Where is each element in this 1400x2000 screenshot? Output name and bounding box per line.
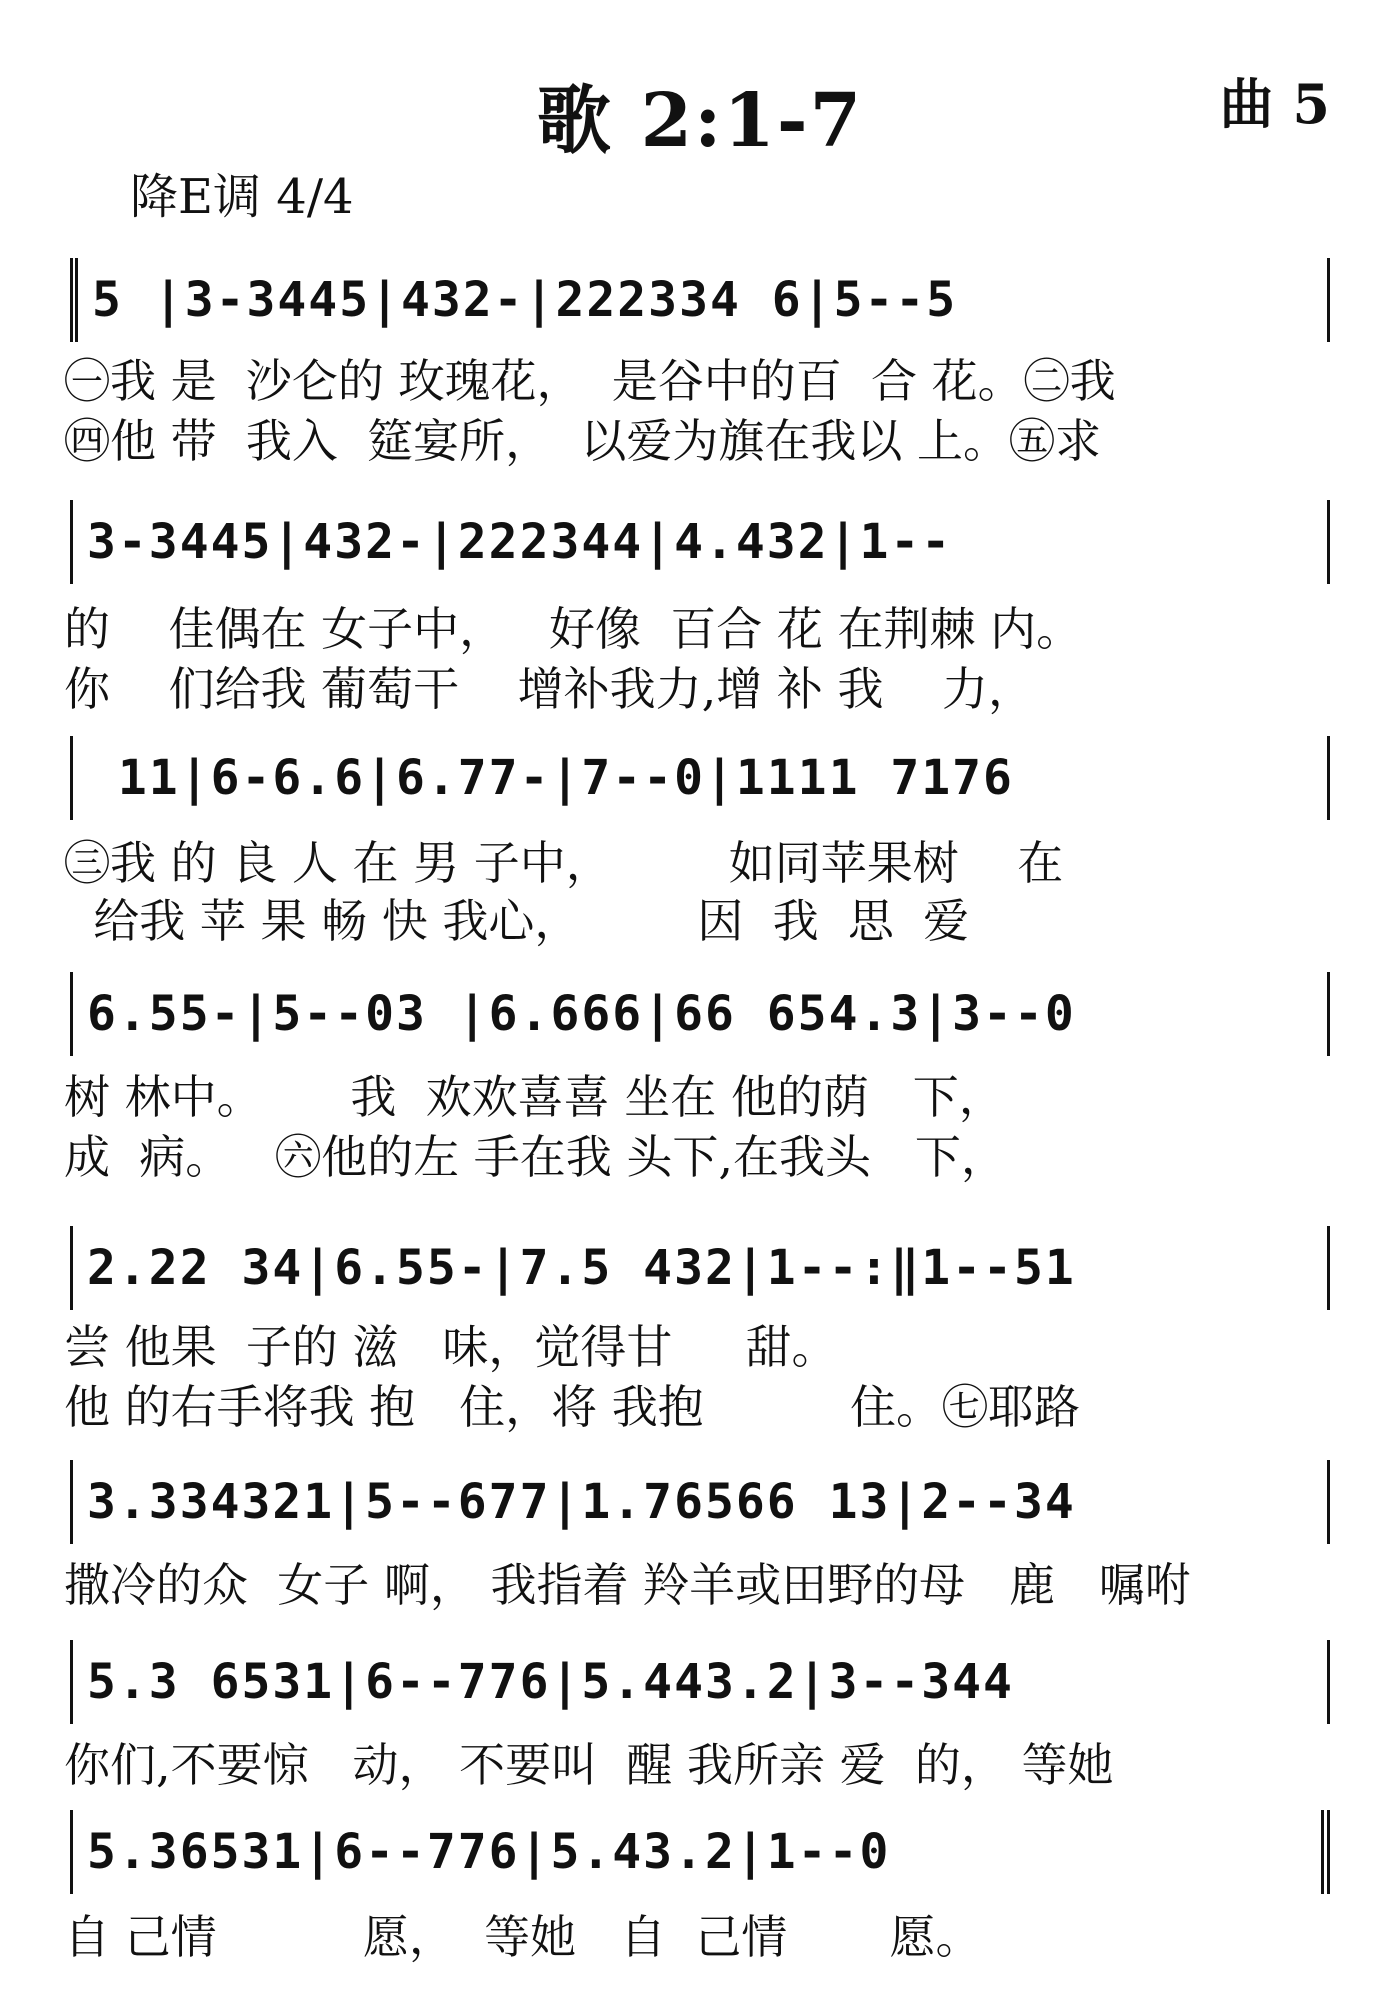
notation-line-6: 3.334321|5--677|1.76566 13|2--34 [70,1460,1330,1544]
lyric-line-2b: 你 们给我 葡萄干 增补我力,增 补 我 力， [64,662,1034,716]
notation-line-4: 6.55-|5--03 |6.666|66 654.3|3--0 [70,972,1330,1056]
lyric-line-1b: ㊃他 带 我入 筵宴所， 以爱为旗在我以 上。㊄求 [64,414,1101,468]
notation-line-2: 3-3445|432-|222344|4.432|1-- [70,500,1330,584]
notation-line-5: 2.22 34|6.55-|7.5 432|1--:‖1--51 [70,1226,1330,1310]
key-time-signature: 降E调 4/4 [130,169,354,225]
tune-number: 曲 5 [1219,72,1330,136]
notation-line-1: 5 |3-3445|432-|222334 6|5--5 [70,258,1330,342]
lyric-line-5b: 他 的右手将我 抱 住，将 我抱 住。㊆耶路 [64,1380,1080,1434]
notation-line-3: 11|6-6.6|6.77-|7--0|1111 7176 [70,736,1330,820]
notation-line-7: 5.3 6531|6--776|5.443.2|3--344 [70,1640,1330,1724]
song-title: 歌 2:1-7 [536,78,864,164]
lyric-line-7a: 你们,不要惊 动， 不要叫 醒 我所亲 爱 的， 等她 [64,1738,1114,1792]
lyric-line-4a: 树 林中。 我 欢欢喜喜 坐在 他的荫 下， [64,1070,1005,1124]
lyric-line-3a: ㊂我 的 良 人 在 男 子中， 如同苹果树 在 [64,836,1064,890]
lyric-line-5a: 尝 他果 子的 滋 味，觉得甘 甜。 [64,1320,838,1374]
lyric-line-4b: 成 病。 ㊅他的左 手在我 头下,在我头 下， [64,1130,1007,1184]
lyric-line-2a: 的 佳偶在 女子中， 好像 百合 花 在荆棘 内。 [64,602,1083,656]
lyric-line-8a: 自 己情 愿， 等她 自 己情 愿。 [64,1910,982,1964]
lyric-line-3b: 给我 苹 果 畅 快 我心， 因 我 思 爱 [64,894,970,948]
lyric-line-1a: ㊀我 是 沙仑的 玫瑰花， 是谷中的百 合 花。㊁我 [64,354,1116,408]
notation-line-8: 5.36531|6--776|5.43.2|1--0 [70,1810,1330,1894]
lyric-line-6a: 撒冷的众 女子 啊， 我指着 羚羊或田野的母 鹿 嘱咐 [64,1558,1191,1612]
